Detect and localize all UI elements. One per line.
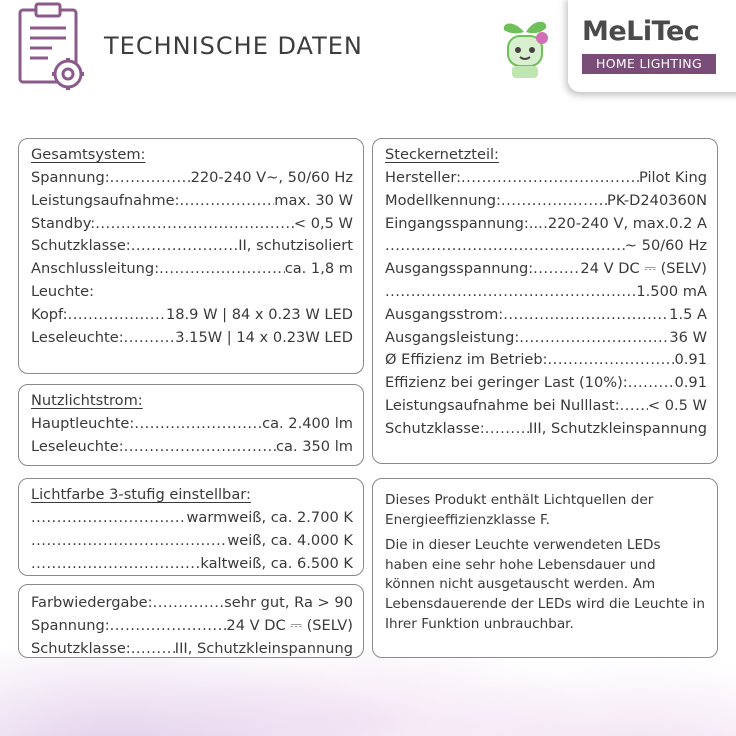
spec-row: Leseleuchte: ..... ca. 350 lm	[31, 436, 353, 459]
logo-tagline: HOME LIGHTING	[582, 54, 716, 74]
spec-row: ..... ~ 50/60 Hz	[385, 235, 707, 258]
spec-row: Ausgangsspannung: ..... 24 V DC ⎓ (SELV)	[385, 258, 707, 281]
box-title: Gesamtsystem:	[31, 146, 146, 163]
box-title: Nutzlichtstrom:	[31, 392, 143, 409]
spec-row: Hauptleuchte: ..... ca. 2.400 lm	[31, 413, 353, 436]
brand-logo	[568, 0, 736, 92]
leuchte-label: Leuchte:	[31, 282, 94, 300]
spec-row: Ausgangsstrom: ..... 1.5 A	[385, 304, 707, 327]
nutzlichtstrom-box	[18, 384, 364, 466]
spec-row: Modellkennung: ..... PK-D240360N	[385, 190, 707, 213]
logo-wordmark: MeLiTec	[582, 16, 700, 47]
spec-row: Schutzklasse: ..... III, Schutzkleinspannung	[31, 638, 353, 661]
spec-row: Effizienz bei geringer Last (10%): ..... 0.91	[385, 372, 707, 395]
gesamtsystem-box	[18, 138, 364, 374]
spec-row: Spannung: ..... 24 V DC ⎓ (SELV)	[31, 615, 353, 638]
spec-row: Anschlussleitung: ..... ca. 1,8 m	[31, 258, 353, 281]
energy-notice-box	[372, 478, 718, 658]
spec-row: Hersteller: ..... Pilot King	[385, 167, 707, 190]
steckernetzteil-box	[372, 138, 718, 464]
spec-row: Farbwiedergabe: ..... sehr gut, Ra > 90	[31, 592, 353, 615]
spec-row: ..... weiß, ca. 4.000 K	[31, 530, 353, 553]
spec-row: Standby: ..... < 0,5 W	[31, 213, 353, 236]
led-lifetime-text: Die in dieser Leuchte verwendeten LEDs haben eine sehr hohe Lebensdauer und können nicht ausgetauscht werden. Am Lebensdauerende der LEDs wird die Leuchte in Ihrer Funktion unbrauchbar.	[385, 537, 705, 632]
spec-row: Schutzklasse: ..... II, schutzisoliert	[31, 235, 353, 258]
spec-row: Eingangsspannung:.. ..... 220-240 V, max.0.2 A	[385, 213, 707, 236]
spec-row: Leistungsaufnahme bei Nulllast: ..... < 0.5 W	[385, 395, 707, 418]
spec-row: ..... warmweiß, ca. 2.700 K	[31, 507, 353, 530]
spec-row: Schutzklasse: ..... III, Schutzkleinspannung	[385, 418, 707, 441]
lichtfarbe-box	[18, 478, 364, 576]
spec-row: Ø Effizienz im Betrieb: ..... 0.91	[385, 349, 707, 372]
spec-row: ..... 1.500 mA	[385, 281, 707, 304]
spec-row: ..... kaltweiß, ca. 6.500 K	[31, 553, 353, 576]
spec-row: Spannung: ..... 220-240 V~, 50/60 Hz	[31, 167, 353, 190]
box-title: Steckernetzteil:	[385, 146, 499, 163]
seedling-mascot-icon	[494, 14, 556, 90]
energy-class-text: Dieses Produkt enthält Lichtquellen der Energieeffizienzklasse F.	[385, 492, 654, 528]
farbwiedergabe-box	[18, 584, 364, 658]
spec-row: Ausgangsleistung: ..... 36 W	[385, 327, 707, 350]
spec-row: Leistungsaufnahme: ..... max. 30 W	[31, 190, 353, 213]
spec-row: Leseleuchte: ..... 3.15W | 14 x 0.23W LED	[31, 327, 353, 350]
spec-row: Kopf: ..... 18.9 W | 84 x 0.23 W LED	[31, 304, 353, 327]
box-title: Lichtfarbe 3-stufig einstellbar:	[31, 486, 251, 503]
clipboard-gear-icon	[12, 2, 92, 98]
page-title: TECHNISCHE DATEN	[104, 32, 363, 60]
